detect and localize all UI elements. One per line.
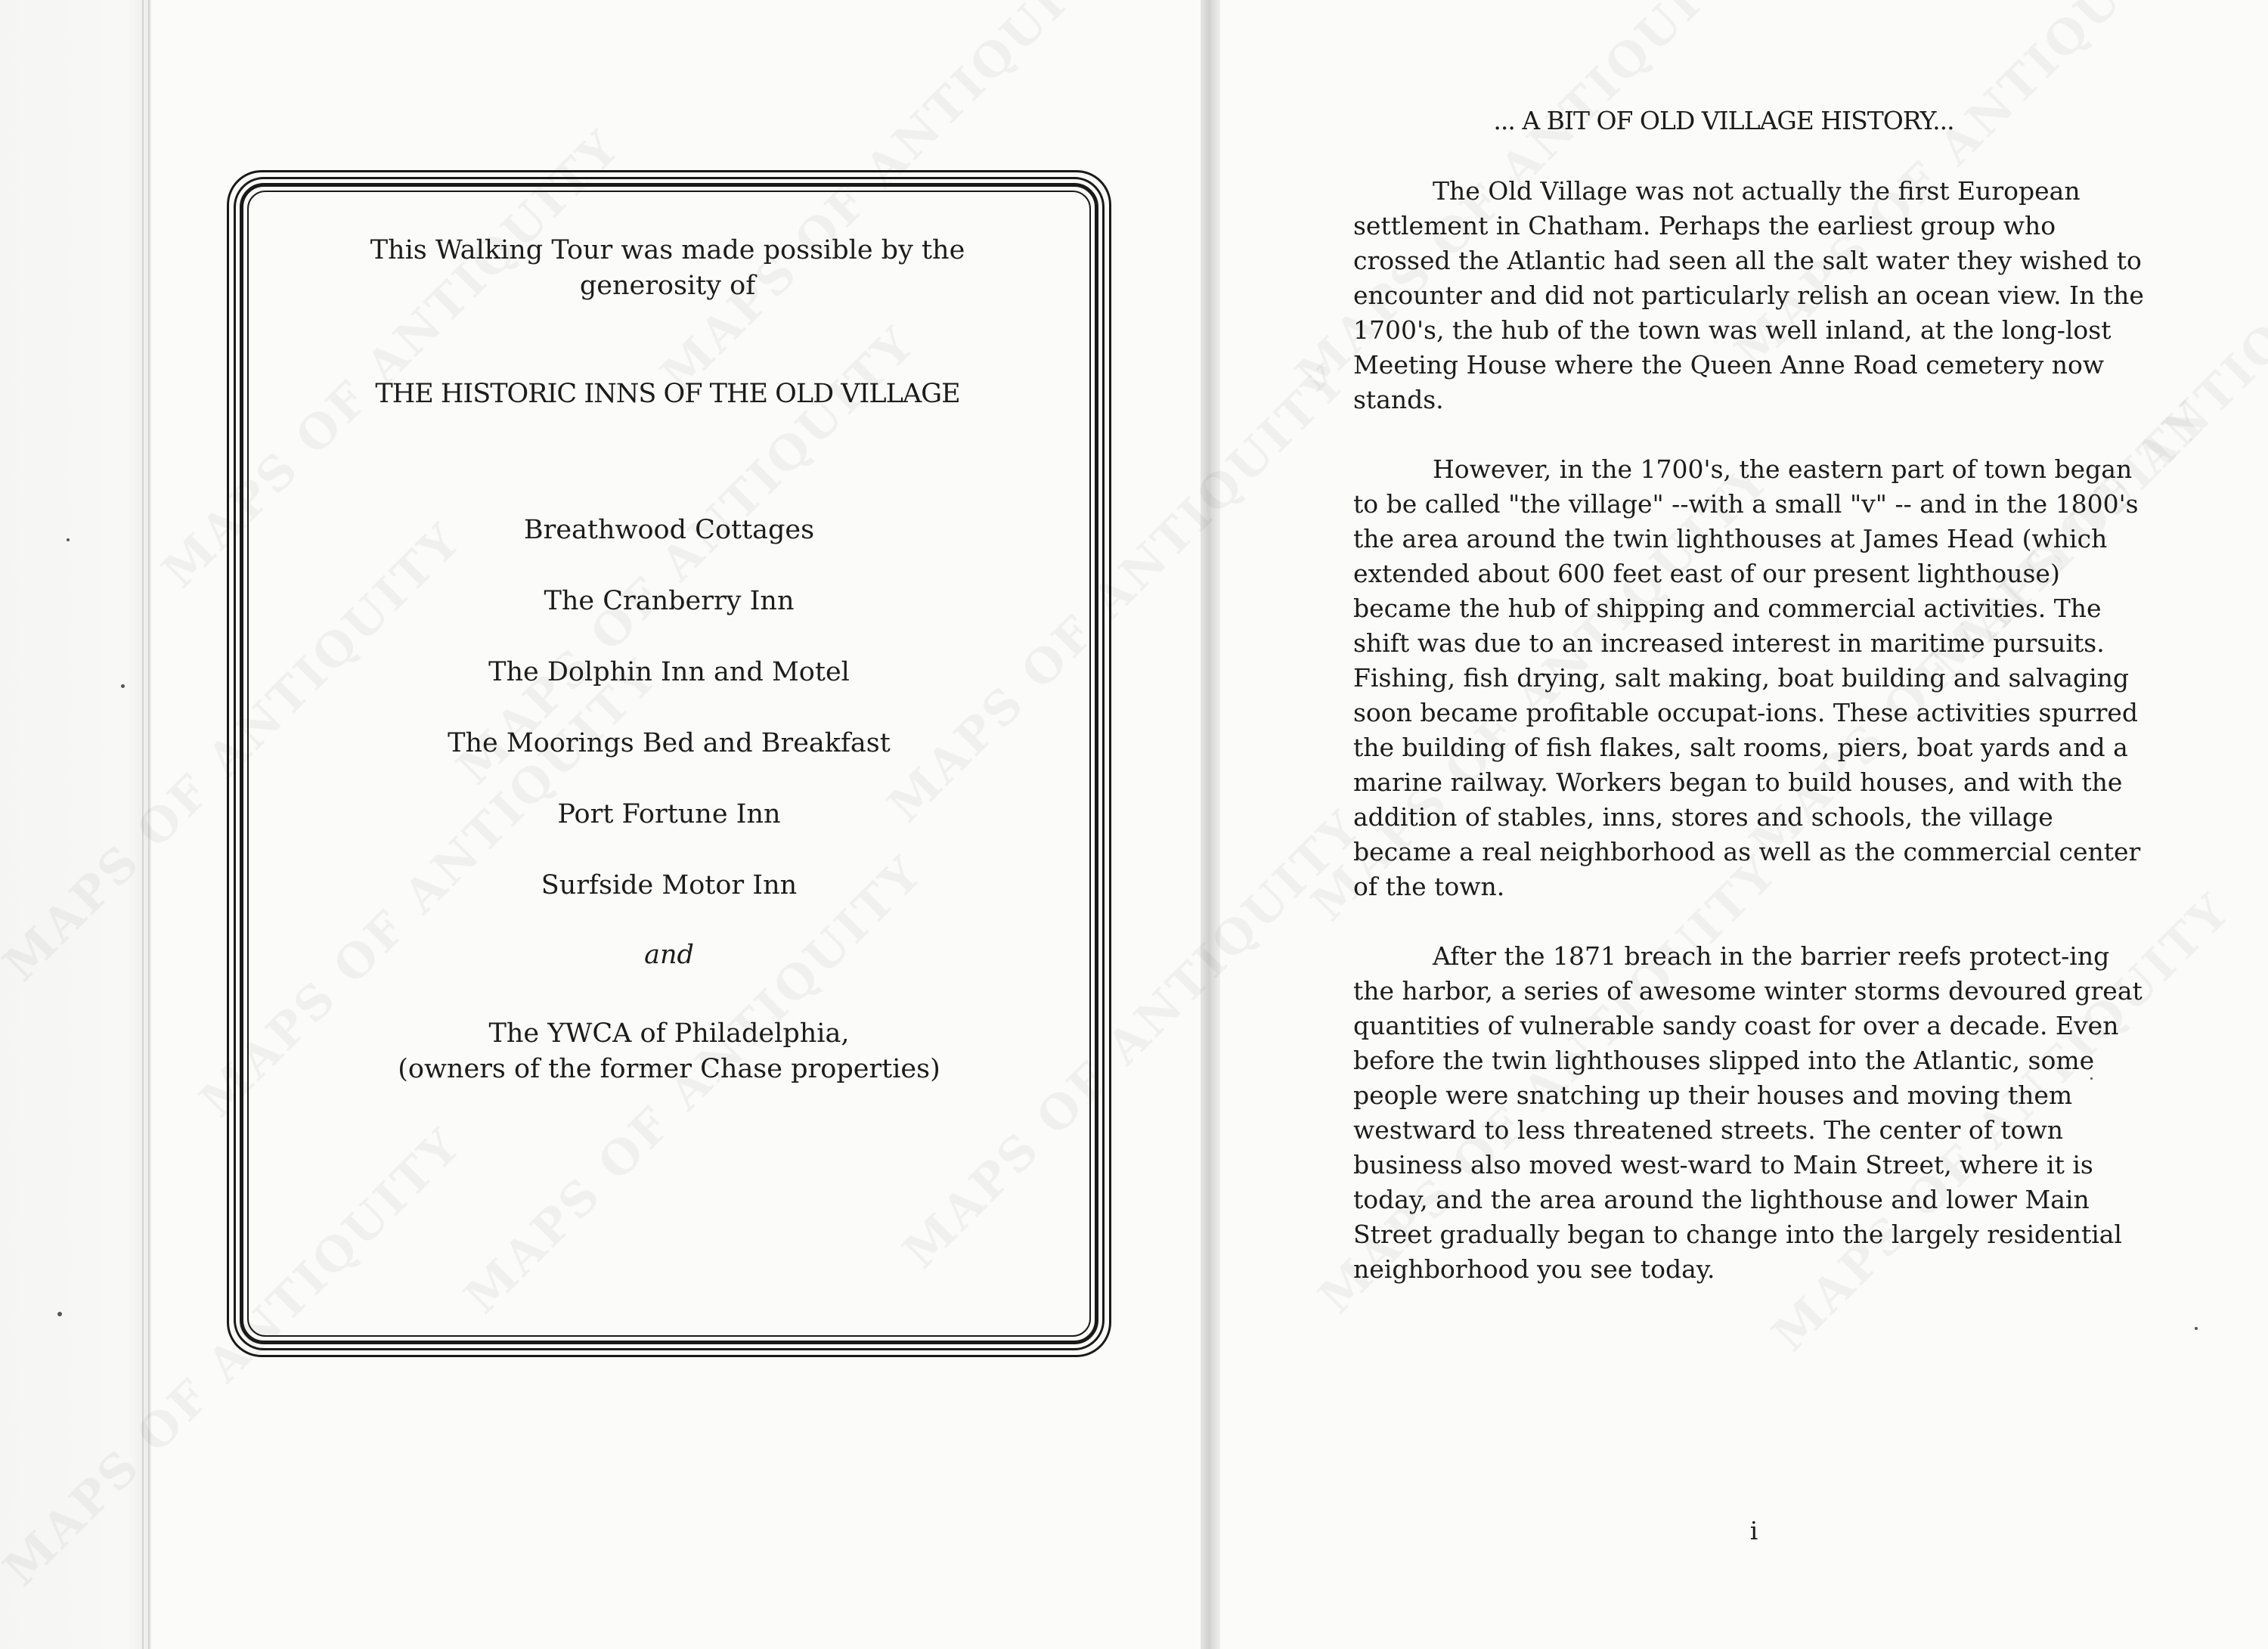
ywca-note: (owners of the former Chase properties) [398, 1054, 940, 1084]
ywca-credit [229, 1016, 1109, 1087]
dust-speck [67, 538, 70, 541]
inns-heading: THE HISTORIC INNS OF THE OLD VILLAGE [375, 379, 960, 409]
page-number: i [1749, 1516, 1758, 1545]
inn-list [229, 513, 1109, 939]
list-item: The Cranberry Inn [544, 586, 795, 616]
dust-speck [121, 684, 125, 688]
and-word: and [644, 940, 694, 970]
history-paragraph: The Old Village was not actually the first European settlement in Chatham. Perhaps the earliest group who crossed the Atlantic had seen all the salt water they wished to encounter and did not particularly relish an ocean view. In the 1700's, the hub of the town was well inland, at the long-lost Meeting House where the Queen Anne Road cemetery now stands. [1353, 176, 2144, 414]
list-item: The Moorings Bed and Breakfast [448, 728, 891, 758]
list-item: Surfside Motor Inn [541, 870, 798, 900]
page-title: ... A BIT OF OLD VILLAGE HISTORY... [1493, 106, 1954, 135]
dust-speck [2195, 1327, 2198, 1330]
history-paragraph: After the 1871 breach in the barrier reefs protect-ing the harbor, a series of awesome winter storms devoured great quantities of vulnerable sandy coast for over a decade. Even before the twin lighthouses slipped into the Atlantic, some people were snatching up their houses and moving them westward to less threatened streets. The center of town business also moved west-ward to Main Street, where it is today, and the area around the lighthouse and lower Main Street gradually began to change into the largely residential neighborhood you see today. [1353, 941, 2143, 1284]
list-item: The Dolphin Inn and Motel [488, 657, 850, 687]
history-paragraph: However, in the 1700's, the eastern part of town began to be called "the village" --with a small "v" -- and in the 1800's the area around the twin lighthouses at James Head (which extended about 600 feet east of our present lighthouse) became the hub of shipping and commercial activities. The shift was due to an increased interest in maritime pursuits. Fishing, fish drying, salt making, boat building and salvaging soon became profitable occupat-ions. These activities spurred the building of fish flakes, salt rooms, piers, boat yards and a marine railway. Workers began to build houses, and with the addition of stables, inns, stores and schools, the village became a real neighborhood as well as the commercial center of the town. [1353, 454, 2141, 901]
center-gutter [1201, 0, 1220, 1649]
dust-speck [57, 1312, 62, 1316]
left-cover-edge [0, 0, 151, 1649]
ywca-name: The YWCA of Philadelphia, [488, 1018, 850, 1049]
sponsor-frame [227, 170, 1111, 1357]
list-item: Port Fortune Inn [557, 799, 781, 829]
list-item: Breathwood Cottages [523, 515, 815, 545]
sponsor-intro: This Walking Tour was made possible by the generosity of [370, 235, 965, 301]
history-body [1353, 174, 2155, 1322]
